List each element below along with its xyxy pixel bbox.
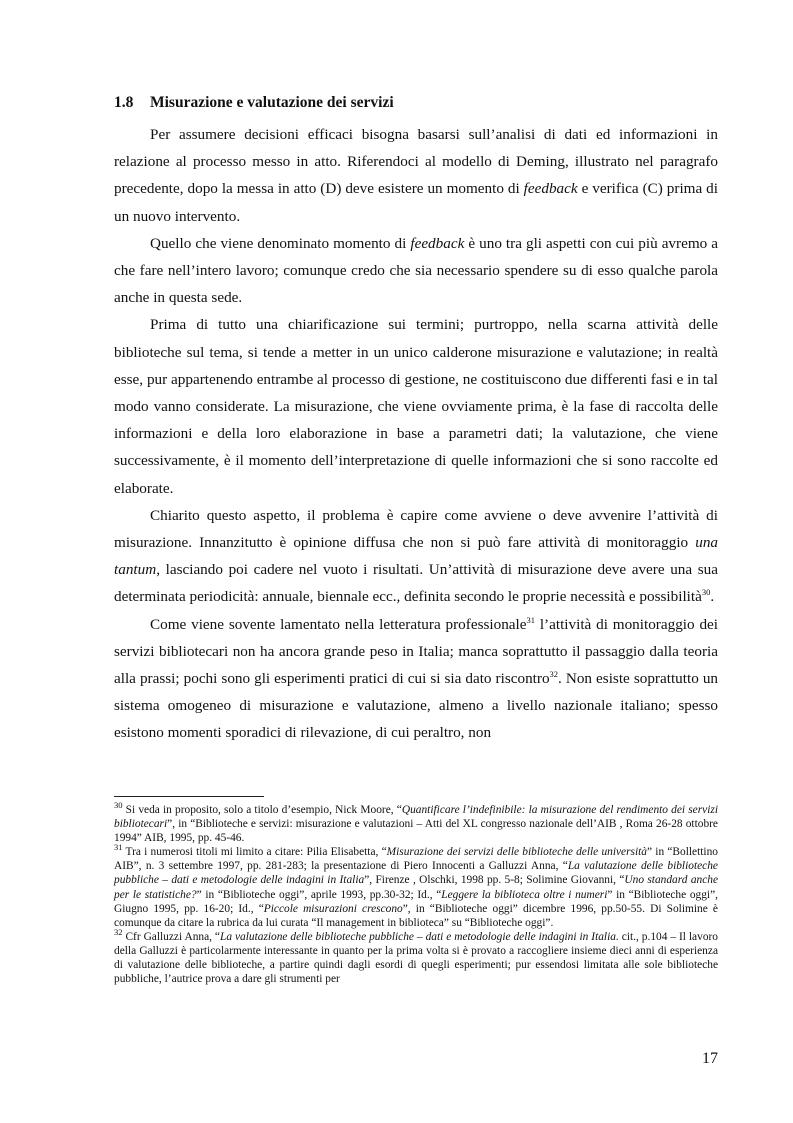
footnote-text: Cfr Galluzzi Anna, “ bbox=[122, 930, 220, 943]
footnote-number: 31 bbox=[114, 842, 123, 853]
paragraph-2 bbox=[114, 230, 718, 312]
footnote-text: Tra i numerosi titoli mi limito a citare: Pilia Elisabetta, “ bbox=[122, 846, 387, 859]
paragraph-text: Per assumere decisioni efficaci bisogna basarsi sull’analisi di dati ed informazioni in relazione al processo messo in atto. Riferendoci al modello di Deming, illustrato nel paragrafo precedente, dopo la messa in atto (D) deve esistere un momento di bbox=[114, 126, 718, 198]
footnote-ref-30[interactable]: 30 bbox=[701, 587, 711, 598]
paragraph-5 bbox=[114, 611, 718, 747]
footnote-number: 32 bbox=[114, 927, 123, 938]
paragraph-text: , lasciando poi cadere nel vuoto i risultati. Un’attività di misurazione deve avere una sua determinata periodicità: annuale, biennale ecc., definita secondo le proprie necessità e possibilità bbox=[114, 561, 718, 606]
footnote-separator bbox=[114, 796, 264, 797]
footnote-text: cit., p.104 – Il lavoro della Galluzzi è particolarmente interessante in quanto per la prima volta si è provato a raccogliere insieme dieci anni di esperienza di valutazione delle biblioteche, a partire quindi dagli esordi di quegli esperimenti; pur essendosi limitata alle sole biblioteche pubbliche, l’autrice prova a dare gli strumenti per bbox=[114, 930, 718, 986]
footnotes bbox=[114, 800, 719, 986]
emphasis-text: feedback bbox=[410, 234, 465, 252]
paragraph-text: . Non esiste soprattutto un sistema omogeneo di misurazione e valutazione, almeno a livello nazionale italiano; spesso esistono momenti sporadici di rilevazione, di cui peraltro, non bbox=[114, 670, 719, 742]
footnote-32 bbox=[114, 927, 718, 986]
footnote-30 bbox=[114, 800, 718, 845]
paragraph-text: . bbox=[710, 588, 715, 606]
footnote-title: Uno standard anche per le statistiche? bbox=[114, 874, 719, 901]
footnote-text: ”, in “Biblioteche e servizi: misurazione e valutazioni – Atti del XL congresso nazionale dell’AIB , Roma 26-28 ottobre 1994” AIB, 1995, pp. 45-46. bbox=[114, 818, 718, 845]
paragraph-text: Chiarito questo aspetto, il problema è capire come avviene o deve avvenire l’attività di misurazione. Innanzitutto è opinione diffusa che non si può fare attività di monitoraggio bbox=[114, 506, 718, 552]
footnote-title: Piccole misurazioni crescono bbox=[263, 902, 403, 915]
paragraph-text: è uno tra gli aspetti con cui più avremo a che fare nell’intero lavoro; comunque credo che sia necessario spendere su di esso qualche parola anche in questa sede. bbox=[114, 234, 719, 307]
footnote-title: La valutazione delle biblioteche pubbliche – dati e metodologie delle indagini in Italia. bbox=[220, 930, 619, 943]
footnote-ref-32[interactable]: 32 bbox=[549, 669, 559, 679]
section-number: 1.8 bbox=[114, 94, 134, 111]
page-number: 17 bbox=[702, 1050, 718, 1067]
footnote-text: ” in “Bollettino AIB”, n. 3 settembre 1997, pp. 281-283; la presentazione di Piero Innocenti a Galluzzi Anna, “ bbox=[114, 846, 718, 873]
section-heading bbox=[114, 94, 394, 112]
footnote-text: ” in “Biblioteche oggi”, aprile 1993, pp.30-32; Id., “ bbox=[196, 888, 442, 901]
emphasis-text: una tantum bbox=[114, 534, 718, 579]
footnote-text: ”, in “Biblioteche oggi” dicembre 1996, pp.50-55. Di Solimine è comunque da citare la rubrica da lui curata “Il management in biblioteca” su “Biblioteche oggi”. bbox=[114, 902, 718, 929]
footnote-title: Leggere la biblioteca oltre i numeri bbox=[441, 888, 608, 901]
body-text bbox=[114, 121, 718, 747]
paragraph-4 bbox=[114, 502, 718, 611]
footnote-ref-31[interactable]: 31 bbox=[526, 614, 535, 625]
footnote-title: Misurazione dei servizi delle biblioteche delle università bbox=[386, 846, 648, 859]
footnote-number: 30 bbox=[114, 800, 123, 811]
paragraph-text: Quello che viene denominato momento di bbox=[150, 234, 411, 252]
paragraph-1 bbox=[114, 121, 718, 230]
paragraph-text: e verifica (C) prima di un nuovo intervento. bbox=[114, 180, 718, 225]
paragraph-text: Come viene sovente lamentato nella letteratura professionale bbox=[150, 615, 527, 633]
section-title: Misurazione e valutazione dei servizi bbox=[150, 94, 394, 111]
footnote-text: ” in “Biblioteche oggi”, Giugno 1995, pp. 16-20; Id., “ bbox=[114, 888, 718, 915]
footnote-text: ”, Firenze , Olschki, 1998 pp. 5-8; Solimine Giovanni, “ bbox=[364, 874, 625, 887]
paragraph-3: Prima di tutto una chiarificazione sui termini; purtroppo, nella scarna attività delle biblioteche sul tema, si tende a metter in un unico calderone misurazione e valutazione; in realtà esse, pur appartenendo entrambe al processo di gestione, ne costituiscono due differenti fasi e in tal modo vanno considerate. La misurazione, che viene ovviamente prima, è la fase di raccolta delle informazioni e della loro elaborazione in base a parametri dati; la valutazione, che viene successivamente, è il momento dell’interpretazione di quelle informazioni che si sono raccolte ed elaborate. bbox=[114, 316, 718, 497]
footnote-title: La valutazione delle biblioteche pubbliche – dati e metodologie delle indagini in Italia bbox=[114, 860, 718, 887]
footnote-title: Quantificare l’indefinibile: la misurazione del rendimento dei servizi bibliotecari bbox=[114, 804, 718, 831]
emphasis-text: feedback bbox=[523, 180, 578, 198]
footnote-31 bbox=[114, 842, 719, 930]
footnote-text: Si veda in proposito, solo a titolo d’esempio, Nick Moore, “ bbox=[122, 804, 402, 816]
paragraph-text: l’attività di monitoraggio dei servizi bibliotecari non ha ancora grande peso in Italia; manca soprattutto il passaggio dalla teoria alla prassi; pochi sono gli esperimenti pratici di cui si sia dato riscontro bbox=[114, 615, 718, 688]
